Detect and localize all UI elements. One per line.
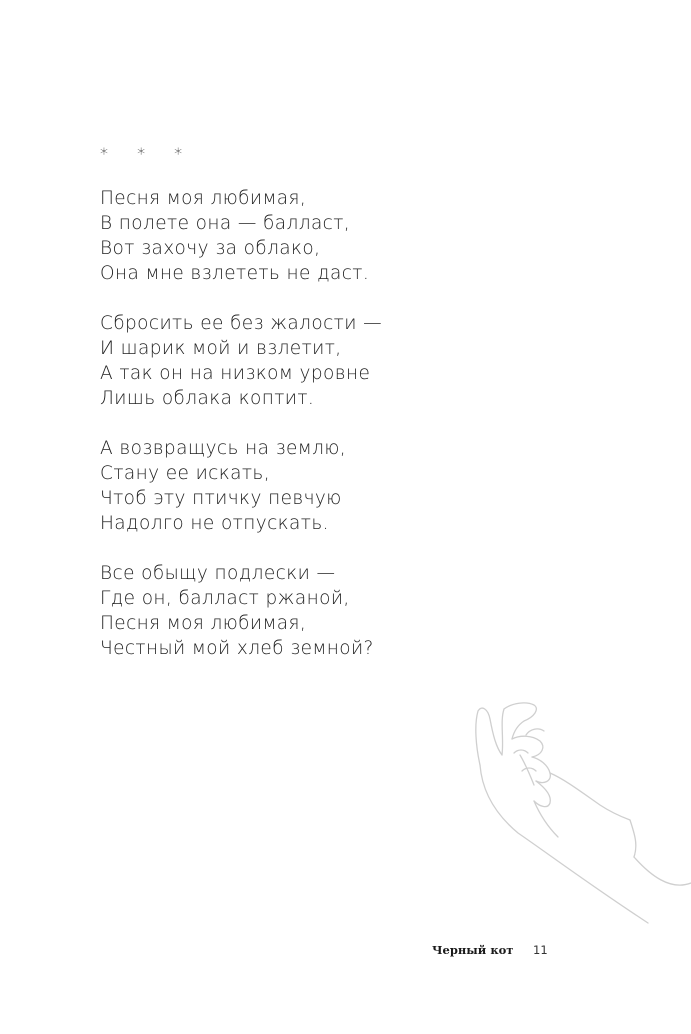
poem-line: Песня моя любимая, <box>100 613 307 634</box>
poem-line: Где он, балласт ржаной, <box>100 588 350 609</box>
poem-line: Песня моя любимая, <box>100 188 307 209</box>
poem-line: А так он на низком уровне <box>100 363 371 384</box>
poem-line: Лишь облака коптит. <box>100 388 315 409</box>
poem <box>100 186 600 686</box>
poem-line: Чтоб эту птичку певчую <box>100 488 342 509</box>
stanza-3 <box>100 436 600 536</box>
poem-line: Стану ее искать, <box>100 463 270 484</box>
poem-line: Она мне взлететь не даст. <box>100 263 370 284</box>
footer-book-title: Черный кот <box>432 943 514 957</box>
page-number: 11 <box>533 943 548 957</box>
poem-line: А возвращусь на землю, <box>100 438 347 459</box>
poem-line: Вот захочу за облако, <box>100 238 321 259</box>
stanza-2 <box>100 311 600 411</box>
stanza-4 <box>100 561 600 661</box>
poem-line: Сбросить ее без жалости — <box>100 313 382 334</box>
poem-line: В полете она — балласт, <box>100 213 351 234</box>
poem-line: И шарик мой и взлетит, <box>100 338 342 359</box>
poem-line: Честный мой хлеб земной? <box>100 638 374 659</box>
poem-line: Надолго не отпускать. <box>100 513 329 534</box>
stanza-1 <box>100 186 600 286</box>
hand-line-art-icon <box>460 695 691 925</box>
poem-line: Все обыщу подлески — <box>100 563 336 584</box>
stanza-separator: * * * <box>100 144 195 163</box>
